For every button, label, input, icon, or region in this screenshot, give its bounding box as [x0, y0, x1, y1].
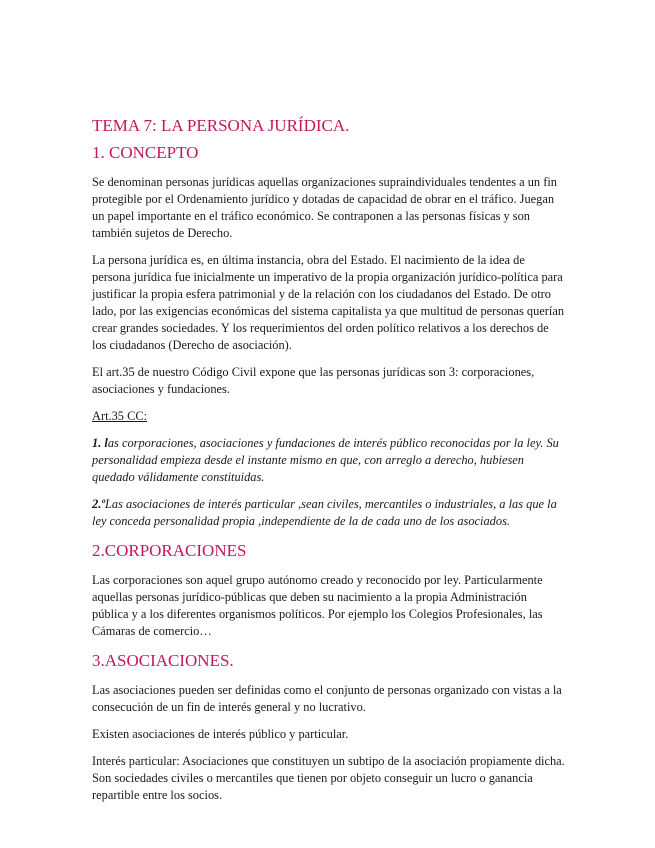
asociaciones-paragraph-1: Las asociaciones pueden ser definidas como el conjunto de personas organizado con vistas a la consecución de un fin de interés general y no lucrativo. — [92, 683, 562, 714]
article-label: Art.35 CC: — [92, 409, 148, 423]
document-title: TEMA 7: LA PERSONA JURÍDICA. — [92, 116, 350, 135]
article-item-2 — [92, 496, 565, 530]
article-item-2-text: Las asociaciones de interés particular ,sean civiles, mercantiles o industriales, a las que la ley conceda personalidad propia ,independiente de la de cada uno de los asociados. — [92, 497, 557, 528]
article-item-1-number: 1. l — [92, 436, 108, 450]
corporaciones-paragraph-1: Las corporaciones son aquel grupo autónomo creado y reconocido por ley. Particularmente aquellas personas jurídico-públicas que deben su nacimiento a la propia Administración pública y a los diferentes organismos políticos. Por ejemplo los Colegios Profesionales, las Cámaras de comercio… — [92, 573, 543, 638]
concepto-paragraph-1: Se denominan personas jurídicas aquellas organizaciones supraindividuales tendentes a un fin protegible por el Ordenamiento jurídico y dotadas de capacidad de obrar en el tráfico. Juegan un papel importante en el tráfico económico. Se contraponen a las personas físicas y son también sujetos de Derecho. — [92, 175, 557, 240]
article-item-2-number: 2.º — [92, 497, 106, 511]
concepto-paragraph-3: El art.35 de nuestro Código Civil expone que las personas jurídicas son 3: corporaciones, asociaciones y fundaciones. — [92, 365, 535, 396]
article-item-1-text: as corporaciones, asociaciones y fundaciones de interés público reconocidas por la ley. Su personalidad empieza desde el instante mismo en que, con arreglo a derecho, hubiesen quedado válidamente constituidas. — [92, 436, 559, 484]
section-heading-asociaciones: 3.ASOCIACIONES. — [92, 651, 234, 670]
asociaciones-paragraph-3: Interés particular: Asociaciones que constituyen un subtipo de la asociación propiamente dicha. Son sociedades civiles o mercantiles que tienen por objeto conseguir un lucro o ganancia repartible entre los socios. — [92, 754, 565, 802]
section-heading-concepto: 1. CONCEPTO — [92, 143, 199, 162]
concepto-paragraph-2: La persona jurídica es, en última instancia, obra del Estado. El nacimiento de la idea de persona jurídica fue inicialmente un imperativo de la propia organización jurídico-política para justificar la propia esfera patrimonial y de la relación con los ciudadanos del Estado. De otro lado, por las exigencias económicas del sistema capitalista ya que multitud de personas querían crear grandes sociedades. Y los requerimientos del orden político relativos a los derechos de los ciudadanos (Derecho de asociación). — [92, 253, 565, 352]
asociaciones-paragraph-2: Existen asociaciones de interés público y particular. — [92, 727, 349, 741]
section-heading-corporaciones: 2.CORPORACIONES — [92, 541, 247, 560]
article-item-1 — [92, 435, 565, 486]
